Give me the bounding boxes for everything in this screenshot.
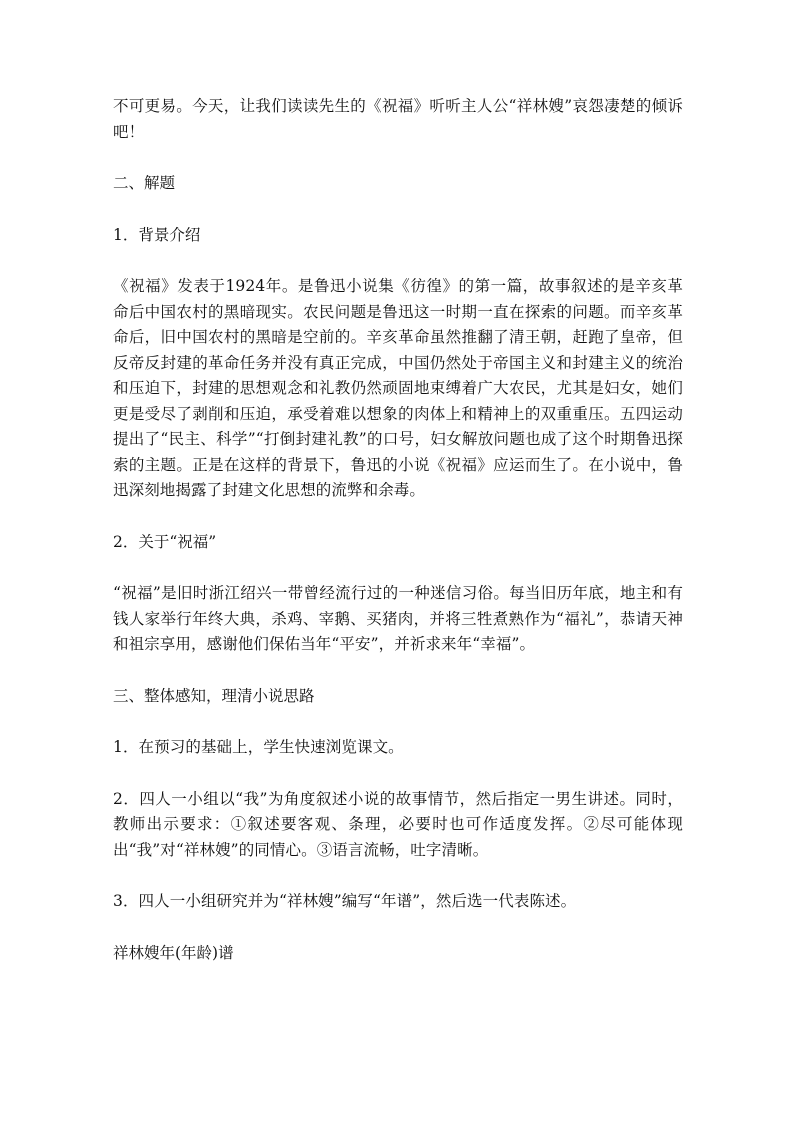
list-item-1: 1．在预习的基础上，学生快速浏览课文。	[113, 738, 404, 756]
list-item-2: 2．四人一小组以“我”为角度叙述小说的故事情节，然后指定一男生讲述。同时，教师出示要求：①叙述要客观、条理，必要时也可作适度发挥。②尽可能体现出“我”对“祥林嫂”的同情心。③语言流畅，吐字清晰。	[113, 789, 683, 859]
section-heading-2: 二、解题	[113, 174, 176, 192]
section-heading-3: 三、整体感知，理清小说思路	[113, 686, 315, 705]
background-paragraph: 《祝福》发表于1924年。是鲁迅小说集《彷徨》的第一篇，故事叙述的是辛亥革命后中国农村的黑暗现实。农民问题是鲁迅这一时期一直在探索的问题。而辛亥革命后，旧中国农村的黑暗是空前的。辛亥革命虽然推翻了清王朝，赶跑了皇帝，但反帝反封建的革命任务并没有真正完成，中国仍然处于帝国主义和封建主义的统治和压迫下，封建的思想观念和礼教仍然顽固地束缚着广大农民，尤其是妇女，她们更是受尽了剥削和压迫，承受着难以想象的肉体上和精神上的双重重压。五四运动提出了“民主、科学”“打倒封建礼教”的口号，妇女解放问题也成了这个时期鲁迅探索的主题。正是在这样的背景下，鲁迅的小说《祝福》应运而生了。在小说中，鲁迅深刻地揭露了封建文化思想的流弊和余毒。	[113, 277, 683, 499]
subheading-background: 1．背景介绍	[113, 225, 201, 244]
subheading-about-zhufu: 2．关于“祝福”	[113, 532, 217, 551]
document-body	[113, 94, 683, 966]
intro-paragraph: 不可更易。今天，让我们读读先生的《祝福》听听主人公“祥林嫂”哀怨凄楚的倾诉吧！	[113, 97, 683, 141]
about-zhufu-paragraph: “祝福”是旧时浙江绍兴一带曾经流行过的一种迷信习俗。每当旧历年底，地主和有钱人家举行年终大典，杀鸡、宰鹅、买猪肉，并将三牲煮熟作为“福礼”，恭请天神和祖宗享用，感谢他们保佑当年“平安”，并祈求来年“幸福”。	[113, 584, 683, 653]
list-item-3: 3．四人一小组研究并为“祥林嫂”编写“年谱”，然后选一代表陈述。	[113, 892, 577, 910]
chronology-caption: 祥林嫂年(年龄)谱	[113, 943, 234, 962]
